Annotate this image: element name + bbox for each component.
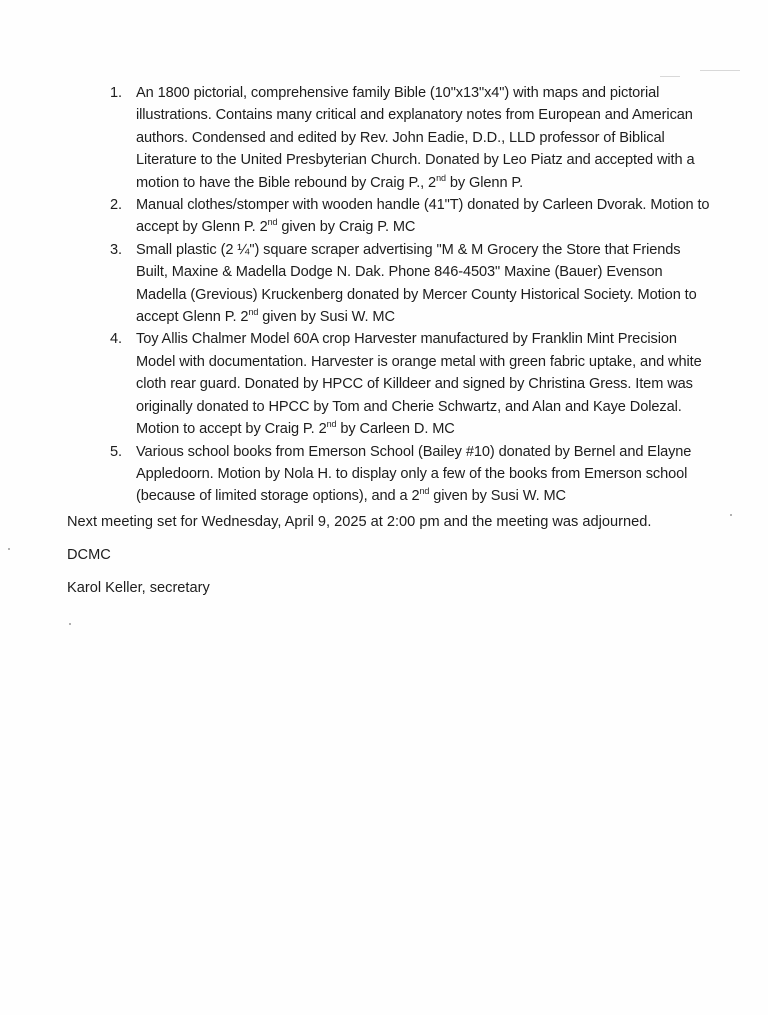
scan-speck [69, 623, 71, 625]
list-item [110, 194, 710, 239]
item-text: Toy Allis Chalmer Model 60A crop Harvester manufactured by Franklin Mint Precision Model with documentation. Harvester is orange metal with green fabric uptake, and white cloth rear guard. Donated by HPCC of Killdeer and signed by Christina Gress. Item was originally donated to HPCC by Tom and Cherie Schwartz, and Alan and Kaye Dolezal. Motion to accept by Craig P. 2nd by Carleen D. MC [136, 331, 702, 438]
item-number: 2. [110, 197, 122, 214]
item-number: 3. [110, 241, 122, 258]
closing-abbreviation: DCMC [67, 547, 111, 563]
item-number: 5. [110, 443, 122, 460]
list-item [110, 441, 710, 508]
scan-speck [8, 548, 10, 550]
item-text: Small plastic (2 ¼") square scraper advertising "M & M Grocery the Store that Friends Built, Maxine & Madella Dodge N. Dak. Phone 846-4503" Maxine (Bauer) Evenson Madella (Grevious) Kruckenberg donated by Mercer County Historical Society. Motion to accept Glenn P. 2nd given by Susi W. MC [136, 241, 697, 326]
item-number: 4. [110, 331, 122, 348]
item-text: Various school books from Emerson School (Bailey #10) donated by Bernel and Elayne Appledoorn. Motion by Nola H. to display only a few of the books from Emerson school (because of limited storage options), and a 2nd given by Susi W. MC [136, 443, 692, 505]
next-meeting-paragraph: Next meeting set for Wednesday, April 9, 2025 at 2:00 pm and the meeting was adjourned. [67, 514, 652, 530]
signature-line: Karol Keller, secretary [67, 580, 210, 596]
scan-mark [700, 70, 740, 71]
item-text: Manual clothes/stomper with wooden handle (41"T) donated by Carleen Dvorak. Motion to accept by Glenn P. 2nd given by Craig P. MC [136, 197, 710, 236]
donation-list [110, 82, 710, 508]
list-item [110, 328, 710, 440]
scan-mark [660, 76, 680, 77]
list-item [110, 239, 710, 329]
list-item [110, 82, 710, 194]
item-text: An 1800 pictorial, comprehensive family Bible (10"x13"x4") with maps and pictorial illustrations. Contains many critical and explanatory notes from European and American authors. Condensed and edited by Rev. John Eadie, D.D., LLD professor of Biblical Literature to the United Presbyterian Church. Donated by Leo Piatz and accepted with a motion to have the Bible rebound by Craig P., 2nd by Glenn P. [136, 85, 695, 191]
item-number: 1. [110, 85, 122, 101]
scan-speck [730, 514, 732, 516]
